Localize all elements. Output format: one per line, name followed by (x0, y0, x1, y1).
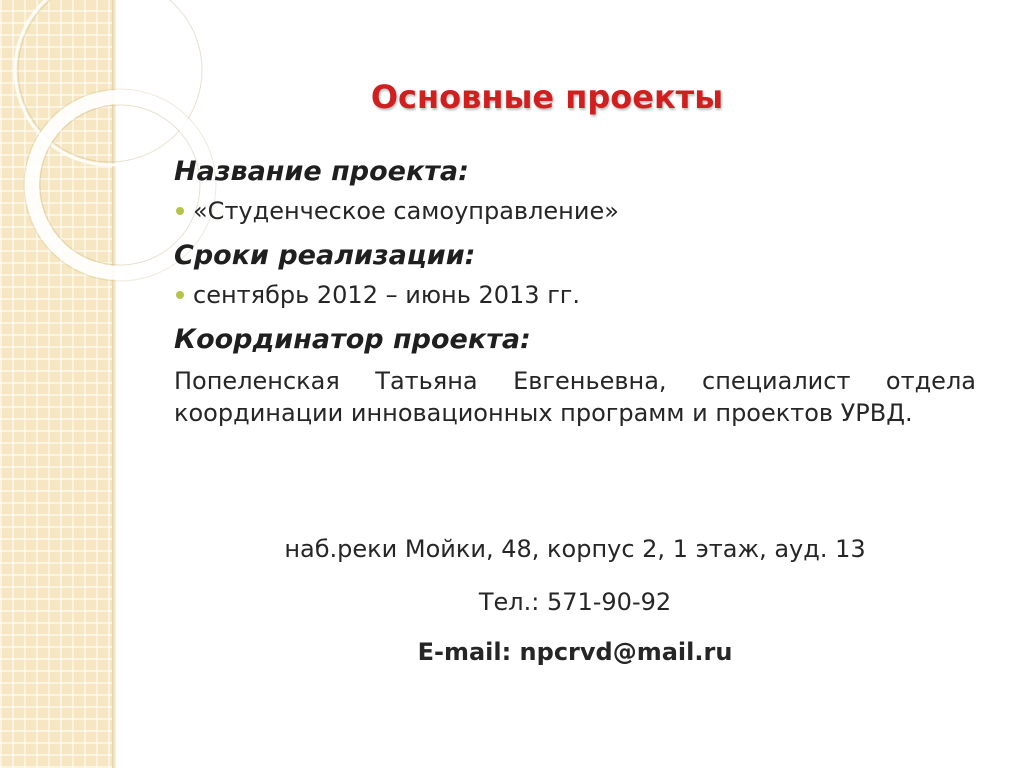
project-timeline: сентябрь 2012 – июнь 2013 гг. (193, 280, 581, 309)
coordinator-text: Попеленская Татьяна Евгеньевна, специалист отдела координации инновационных программ и проектов УРВД. (174, 366, 976, 428)
list-item (174, 197, 976, 226)
heading-project-name: Название проекта: (174, 156, 469, 187)
project-name: «Студенческое самоуправление» (193, 197, 619, 226)
decorative-rings (0, 0, 140, 320)
contact-phone: Тел.: 571-90-92 (478, 588, 672, 616)
heading-coordinator: Координатор проекта: (174, 323, 531, 355)
bullet-icon (176, 207, 184, 215)
contact-address: наб.реки Мойки, 48, корпус 2, 1 этаж, ауд. 13 (284, 535, 866, 563)
list-item (174, 281, 976, 310)
heading-timeline: Сроки реализации: (174, 239, 476, 271)
slide-title: Основные проекты (370, 78, 724, 116)
content-area (174, 156, 976, 430)
contact-email: E-mail: npcrvd@mail.ru (417, 638, 733, 666)
bullet-icon (176, 291, 184, 299)
